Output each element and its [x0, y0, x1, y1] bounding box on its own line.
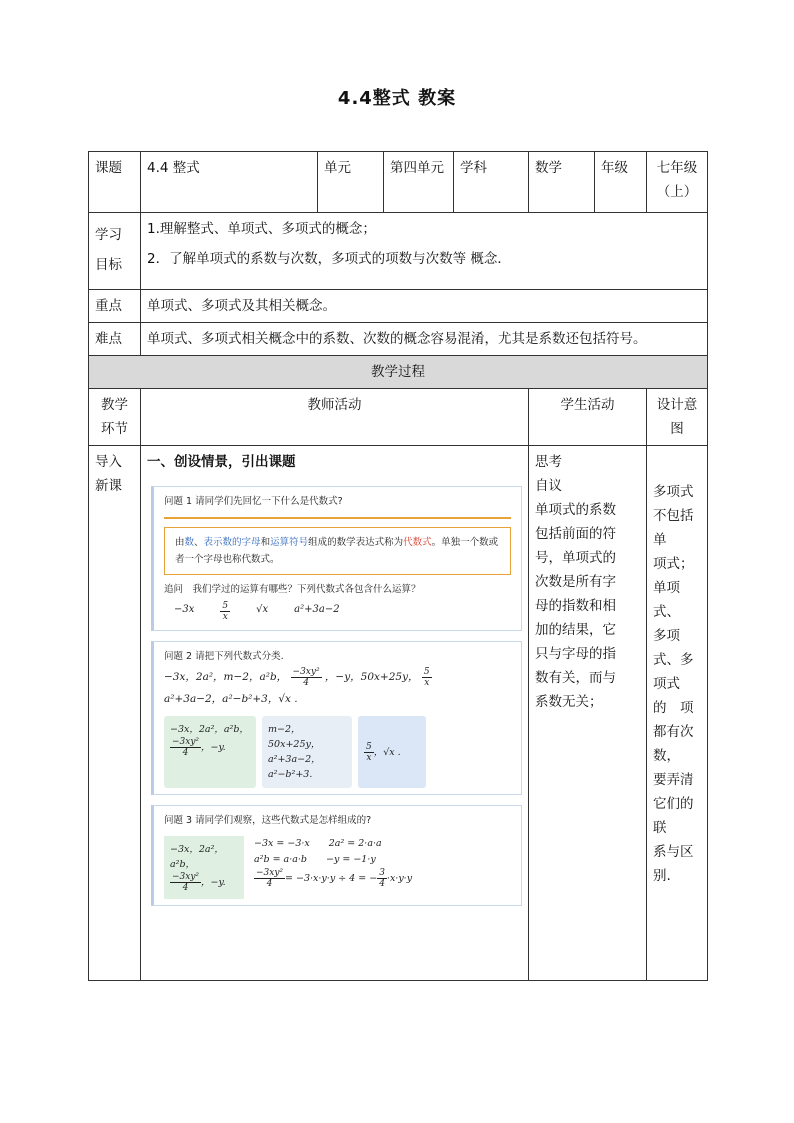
col-design: 设计意图	[647, 389, 708, 446]
teacher-cell	[141, 446, 529, 981]
stage-cell: 导入新课	[89, 446, 141, 981]
box1-line1: −3x，2a²，a²b，	[170, 724, 249, 735]
box-monomials	[164, 716, 256, 788]
q3-left-tail: ，−y.	[201, 877, 226, 888]
q3-r3-den: 4	[266, 879, 273, 889]
subject-value: 数学	[529, 152, 595, 213]
box1-frac	[170, 737, 201, 758]
divider	[164, 517, 511, 519]
goal-item-2: 2．了解单项式的系数与次数，多项式的项数与次数等 概念．	[147, 251, 511, 267]
goals-label	[89, 213, 141, 290]
process-title: 教学过程	[89, 356, 708, 389]
problem-3-content	[164, 836, 511, 899]
problem-2-expr-2: a²+3a−2，a²−b²+3，√x .	[164, 693, 298, 705]
key-row	[89, 290, 708, 323]
expr-2-num: 5	[222, 601, 229, 611]
q3-r3-frac2	[377, 868, 387, 889]
q3-left-line1: −3x，2a²，a²b，	[170, 844, 224, 870]
def-text-3: 。单独一个数或者一个字母也称代数式。	[175, 537, 499, 565]
q3-left-num: −3xy²	[172, 872, 200, 882]
student-line-5: 号，单项式的	[535, 550, 616, 566]
student-line-1: 思考	[535, 454, 562, 470]
lesson-label: 课题	[89, 152, 141, 213]
q3-left-box	[164, 836, 244, 899]
problem-3-text: 问题 3 请同学们观察，这些代数式是怎样组成的?	[164, 815, 372, 826]
key-text: 单项式、多项式及其相关概念。	[141, 290, 708, 323]
expr-1: −3x	[174, 604, 195, 615]
q3-r3-num: −3xy²	[256, 868, 284, 878]
q3-r3-tail: = −3·x·y·y ÷ 4 = −	[285, 873, 378, 884]
q3-right	[254, 836, 412, 899]
student-line-11: 系数无关；	[535, 694, 603, 710]
q3-r3-den2: 4	[379, 879, 385, 889]
def-and: 和	[260, 537, 271, 548]
document-title: 4.4整式 教案	[337, 88, 457, 109]
box3-tail: ，√x .	[373, 746, 401, 758]
q2-frac-2	[422, 667, 432, 688]
unit-label: 单元	[318, 152, 384, 213]
def-term: 代数式	[403, 537, 432, 548]
difficulty-label: 难点	[89, 323, 141, 356]
q3-right-line1: −3x = −3·x 2a² = 2·a·a	[254, 838, 382, 849]
box-others	[358, 716, 426, 788]
expr-2-den: x	[222, 612, 228, 622]
box2-line3: a²+3a−2，	[268, 754, 321, 765]
problem-2-expr-1	[164, 666, 511, 688]
box2-line4: a²−b²+3.	[268, 769, 313, 780]
q2-line-1b: ，−y，50x+25y，	[324, 671, 419, 683]
student-line-6: 次数是所有字	[535, 574, 616, 590]
unit-value: 第四单元	[384, 152, 454, 213]
design-line-4: 的 项都有次数，	[653, 700, 694, 764]
design-cell	[647, 446, 708, 981]
goal-item-1: 1.理解整式、单项式、多项式的概念；	[147, 221, 376, 237]
q3-left-frac	[170, 872, 201, 893]
body-row	[89, 446, 708, 981]
goals-label-line1: 学习	[95, 227, 122, 243]
expr-2	[220, 601, 230, 622]
goals-row	[89, 213, 708, 290]
q3-left-den: 4	[182, 883, 189, 893]
difficulty-text: 单项式、多项式相关概念中的系数、次数的概念容易混淆，尤其是系数还包括符号。	[141, 323, 708, 356]
def-ops: 运算符号	[270, 537, 309, 548]
design-line-6: 系与区别.	[653, 844, 694, 884]
def-letters: 表示数的字母	[203, 537, 261, 548]
q2-frac-num: −3xy²	[292, 666, 320, 677]
columns-row	[89, 389, 708, 446]
problem-3-card	[151, 805, 522, 906]
q3-r3-num2: 3	[379, 868, 385, 878]
followup-question: 追问 我们学过的运算有哪些？下列代数式各包含什么运算？	[164, 584, 421, 595]
grade-label: 年级	[595, 152, 647, 213]
q2-line-1: −3x，2a²，m−2，a²b，	[164, 671, 288, 683]
expr-3: √x	[256, 604, 269, 615]
key-label: 重点	[89, 290, 141, 323]
lesson-value: 4.4 整式	[141, 152, 318, 213]
expr-4: a²+3a−2	[294, 604, 340, 615]
student-line-3: 单项式的系数	[535, 502, 616, 518]
box3-frac	[364, 742, 374, 763]
box1-tail: ，−y.	[201, 742, 226, 753]
student-line-2: 自议	[535, 478, 562, 494]
q2-frac2-den: x	[424, 677, 430, 688]
box1-num: −3xy²	[172, 737, 200, 747]
design-line-1: 多项式不包括单	[653, 484, 694, 548]
student-line-8: 加的结果，它	[535, 622, 616, 638]
col-teacher: 教师活动	[141, 389, 529, 446]
definition-box	[164, 527, 511, 575]
box2-line2: 50x+25y，	[268, 739, 321, 750]
student-line-9: 只与字母的指	[535, 646, 616, 662]
section-title: 一、创设情景，引出课题	[147, 454, 296, 470]
lesson-plan-table	[88, 151, 708, 981]
grade-value: 七年级（上）	[647, 152, 708, 213]
student-line-4: 包括前面的符	[535, 526, 616, 542]
q3-r3-frac	[254, 868, 285, 889]
box1-den: 4	[182, 748, 189, 758]
box3-den: x	[366, 752, 372, 763]
problem-1-text: 问题 1 请同学们先回忆一下什么是代数式?	[164, 496, 343, 507]
def-sep: 、	[194, 537, 204, 548]
classification-boxes	[164, 716, 511, 788]
expression-list	[164, 599, 511, 624]
header-row	[89, 152, 708, 213]
student-lines	[535, 450, 640, 714]
box3-num: 5	[366, 741, 372, 752]
col-stage: 教学环节	[89, 389, 141, 446]
subject-label: 学科	[454, 152, 529, 213]
q2-frac-den: 4	[303, 677, 309, 688]
q3-r3-end: ·x·y·y	[386, 873, 413, 884]
student-cell	[529, 446, 647, 981]
problem-2-text: 问题 2 请把下列代数式分类.	[164, 651, 284, 662]
goals-content	[141, 213, 708, 290]
design-lines	[653, 480, 701, 888]
def-text-2: 组成的数学表达式称为	[308, 537, 404, 548]
goals-label-line2: 目标	[95, 257, 122, 273]
problem-2-card	[151, 641, 522, 795]
def-text: 由	[175, 537, 185, 548]
student-line-10: 数有关，而与	[535, 670, 616, 686]
col-student: 学生活动	[529, 389, 647, 446]
q2-frac2-num: 5	[423, 666, 430, 677]
student-line-7: 母的指数和相	[535, 598, 616, 614]
q2-frac	[291, 667, 322, 688]
design-line-3: 多项式、多项式	[653, 628, 694, 692]
problem-1-card	[151, 486, 522, 631]
design-line-5: 要弄清它们的联	[653, 772, 694, 836]
design-line-2: 项式；单项式、	[653, 556, 694, 620]
box2-line1: m−2，	[268, 724, 301, 735]
def-num: 数	[184, 537, 195, 548]
box-polynomials	[262, 716, 352, 788]
difficulty-row	[89, 323, 708, 356]
q3-right-line2: a²b = a·a·b −y = −1·y	[254, 854, 376, 865]
process-row	[89, 356, 708, 389]
